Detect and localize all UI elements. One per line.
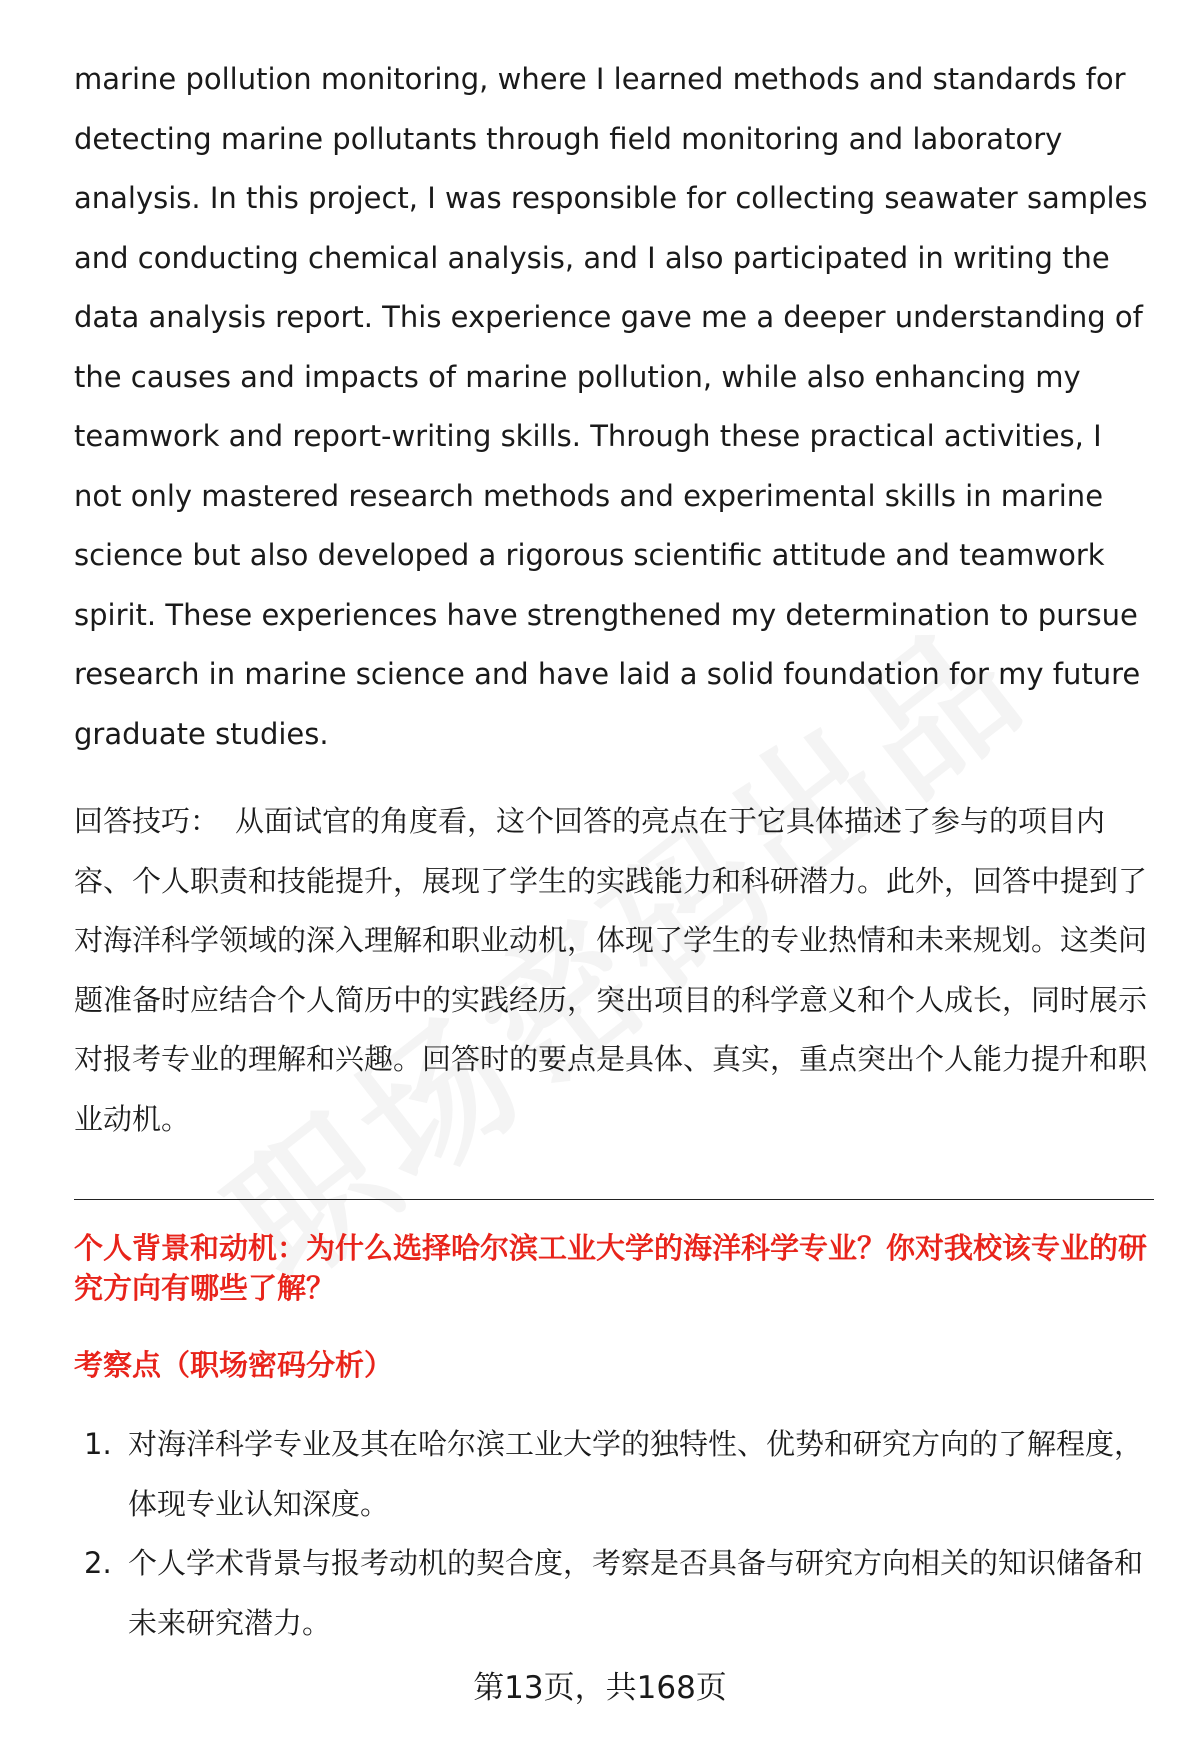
section-heading: 考察点（职场密码分析） — [74, 1348, 394, 1382]
list-item — [74, 1534, 1154, 1653]
list-item-text: 对海洋科学专业及其在哈尔滨工业大学的独特性、优势和研究方向的了解程度，体现专业认知深度。 — [128, 1427, 1144, 1521]
page-number: 第13页，共168页 — [473, 1670, 727, 1706]
tip-label: 回答技巧： — [74, 804, 220, 838]
list-item-number: 2. — [84, 1546, 112, 1580]
list-item-number: 1. — [84, 1427, 112, 1461]
answer-tip — [74, 792, 1154, 1149]
answer-paragraph: marine pollution monitoring, where I learned methods and standards for detecting marine pollutants through field monitoring and laboratory analysis. In this project, I was responsible for collecting seawater samples and conducting chemical analysis, and I also participated in writing the data analysis report. This experience gave me a deeper understanding of the causes and impacts of marine pollution, while also enhancing my teamwork and report-writing skills. Through these practical activities, I not only mastered research methods and experimental skills in marine science but also developed a rigorous scientific attitude and teamwork spirit. These experiences have strengthened my determination to pursue research in marine science and have laid a solid foundation for my future graduate studies. — [74, 62, 1148, 751]
section-divider — [74, 1199, 1154, 1200]
list-item-text: 个人学术背景与报考动机的契合度，考察是否具备与研究方向相关的知识储备和未来研究潜力。 — [128, 1546, 1144, 1640]
tip-text: 从面试官的角度看，这个回答的亮点在于它具体描述了参与的项目内容、个人职责和技能提升，展现了学生的实践能力和科研潜力。此外，回答中提到了对海洋科学领域的深入理解和职业动机，体现了学生的专业热情和未来规划。这类问题准备时应结合个人简历中的实践经历，突出项目的科学意义和个人成长，同时展示对报考专业的理解和兴趣。回答时的要点是具体、真实，重点突出个人能力提升和职业动机。 — [74, 804, 1148, 1136]
list-item — [74, 1415, 1154, 1534]
page-body — [74, 50, 1154, 1149]
question-title: 个人背景和动机：为什么选择哈尔滨工业大学的海洋科学专业？你对我校该专业的研究方向有哪些了解？ — [74, 1231, 1148, 1305]
points-list — [74, 1415, 1154, 1653]
